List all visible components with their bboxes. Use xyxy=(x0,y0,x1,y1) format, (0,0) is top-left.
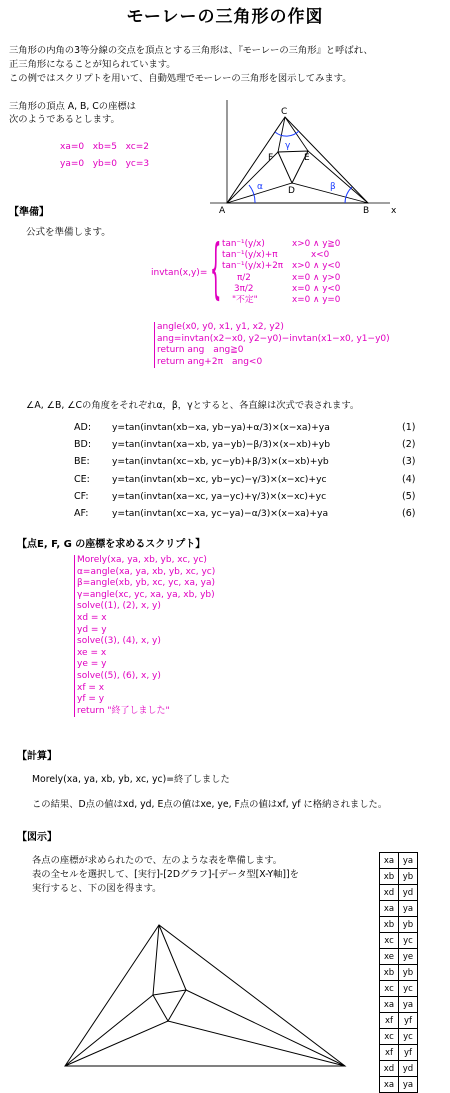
script-line: Morely(xa, ya, xb, yb, xc, yc) xyxy=(77,555,207,565)
script-line: solve((3), (4), x, y) xyxy=(77,636,161,647)
label-x: x xyxy=(391,206,397,216)
equation-label: BE: xyxy=(74,456,90,468)
invtan-case-expr: tan⁻¹(y/x)+π xyxy=(222,250,278,261)
calc-result: Morely(xa, ya, xb, yb, xc, yc)=終了しました xyxy=(32,774,230,785)
draw-text xyxy=(32,854,299,896)
intro-line: 三角形の内角の3等分線の交点を頂点とする三角形は、『モーレーの三角形』と呼ばれ、 xyxy=(9,45,373,56)
invtan-case-expr: tan⁻¹(y/x) xyxy=(222,239,265,249)
equation-text: y=tan(invtan(xc−xa, yc−ya)−α/3)×(x−xa)+ya xyxy=(112,508,329,520)
table-cell-x: xc xyxy=(380,933,399,949)
alpha-arc xyxy=(249,185,255,203)
equation-row xyxy=(74,436,415,453)
script-line: yd = y xyxy=(77,624,107,635)
plot-morley-lines xyxy=(65,925,345,1066)
script-line: γ=angle(xc, yc, xa, ya, xb, yb) xyxy=(77,589,215,600)
equation-number: (6) xyxy=(402,508,416,520)
label-d: D xyxy=(288,186,295,196)
equation-label: AF: xyxy=(74,508,89,520)
table-cell-y: ya xyxy=(399,1077,418,1093)
table-cell-x: xc xyxy=(380,1029,399,1045)
equation-row xyxy=(74,471,415,488)
table-cell-y: ya xyxy=(399,901,418,917)
coord-ya: ya=0 xyxy=(60,159,85,169)
invtan-case-cond: x<0 xyxy=(311,250,330,261)
table-cell-y: yc xyxy=(399,981,418,997)
table-row xyxy=(380,853,418,869)
table-row xyxy=(380,1077,418,1093)
script-line: β=angle(xb, yb, xc, yc, xa, ya) xyxy=(77,578,216,589)
table-cell-y: yb xyxy=(399,917,418,933)
table-row xyxy=(380,1013,418,1029)
angles-text: ∠A, ∠B, ∠Cの角度をそれぞれα，β，γとすると、各直線は次式で表されます。 xyxy=(26,400,360,411)
table-cell-x: xc xyxy=(380,981,399,997)
coordinate-table xyxy=(379,852,418,1093)
table-row xyxy=(380,997,418,1013)
table-row xyxy=(380,1061,418,1077)
invtan-case-cond: x>0 ∧ y<0 xyxy=(292,261,341,272)
invtan-case-expr: "不定" xyxy=(232,295,258,306)
table-cell-x: xa xyxy=(380,1077,399,1093)
table-row xyxy=(380,933,418,949)
draw-text-line: 表の全セルを選択して、[実行]-[2Dグラフ]-[データ型[X-Y軸]]を xyxy=(32,869,299,880)
invtan-case-cond: x=0 ∧ y>0 xyxy=(292,272,341,283)
table-cell-x: xd xyxy=(380,885,399,901)
label-b: B xyxy=(363,206,370,216)
equation-row xyxy=(74,453,415,470)
label-f: F xyxy=(268,153,274,163)
coord-yb: yb=0 xyxy=(92,159,118,169)
label-alpha: α xyxy=(257,182,263,192)
table-cell-y: yb xyxy=(399,965,418,981)
table-cell-x: xd xyxy=(380,1061,399,1077)
table-row xyxy=(380,901,418,917)
coords-text xyxy=(9,100,136,126)
table-cell-x: xa xyxy=(380,853,399,869)
label-c: C xyxy=(281,107,288,117)
section-prep: 【準備】 xyxy=(9,207,49,218)
table-row xyxy=(380,949,418,965)
page-title: モーレーの三角形の作図 xyxy=(126,7,324,27)
equation-number: (5) xyxy=(402,490,416,502)
invtan-case-cond: x=0 ∧ y<0 xyxy=(292,283,341,294)
plot-morley-triangle xyxy=(153,990,186,1021)
prep-text: 公式を準備します。 xyxy=(26,227,111,238)
section-draw: 【図示】 xyxy=(17,832,57,843)
equation-number: (4) xyxy=(402,473,416,485)
table-row xyxy=(380,1045,418,1061)
invtan-cases xyxy=(222,239,283,306)
coords-values-line1 xyxy=(60,142,149,152)
equation-label: BD: xyxy=(74,439,92,451)
angle-func-line: return ang ang≧0 xyxy=(157,345,244,356)
invtan-case-cond: x>0 ∧ y≧0 xyxy=(292,239,341,249)
table-cell-y: yf xyxy=(399,1045,418,1061)
invtan-conds xyxy=(292,239,340,306)
table-cell-y: ya xyxy=(399,853,418,869)
intro-line: この例ではスクリプトを用いて、自動処理でモーレーの三角形を図示してみます。 xyxy=(9,73,352,84)
script-line: xe = x xyxy=(77,647,107,658)
invtan-lhs: invtan(x,y)= xyxy=(151,268,208,278)
label-e: E xyxy=(304,153,310,163)
plot-triangle-abc xyxy=(65,925,345,1066)
table-cell-x: xb xyxy=(380,917,399,933)
calc-text: この結果、D点の値はxd, yd, E点の値はxe, ye, F点の値はxf, yf に格納されました。 xyxy=(32,799,388,810)
equation-text: y=tan(invtan(xa−xc, ya−yc)+γ/3)×(x−xc)+yc xyxy=(112,490,327,502)
equation-text: y=tan(invtan(xa−xb, ya−yb)−β/3)×(x−xb)+yb xyxy=(112,439,331,451)
coord-yc: yc=3 xyxy=(125,159,150,169)
equation-text: y=tan(invtan(xc−xb, yc−yb)+β/3)×(x−xb)+yb xyxy=(112,456,329,468)
equation-label: CE: xyxy=(74,473,90,485)
table-row xyxy=(380,981,418,997)
label-a: A xyxy=(219,206,226,216)
coord-xc: xc=2 xyxy=(125,142,149,152)
script-line: ye = y xyxy=(77,659,107,670)
equation-text: y=tan(invtan(xb−xa, yb−ya)+α/3)×(x−xa)+ya xyxy=(112,422,330,433)
table-row xyxy=(380,965,418,981)
intro-line: 正三角形になることが知られています。 xyxy=(9,59,176,70)
label-beta: β xyxy=(330,182,336,192)
table-cell-x: xe xyxy=(380,949,399,965)
invtan-case-expr: tan⁻¹(y/x)+2π xyxy=(222,261,284,272)
angle-function xyxy=(154,322,390,368)
intro-text xyxy=(9,44,373,86)
coords-text-line: 次のようであるとします。 xyxy=(9,114,120,125)
script-line: solve((1), (2), x, y) xyxy=(77,601,161,612)
morley-plot xyxy=(62,920,347,1070)
beta-arc xyxy=(345,187,352,203)
equation-number: (2) xyxy=(402,439,416,451)
script-line: xf = x xyxy=(77,682,105,693)
coord-xb: xb=5 xyxy=(92,142,118,152)
table-row xyxy=(380,917,418,933)
script-line: xd = x xyxy=(77,612,107,623)
invtan-case-expr: π/2 xyxy=(237,272,251,283)
table-cell-x: xf xyxy=(380,1045,399,1061)
script-line: solve((5), (6), x, y) xyxy=(77,670,161,681)
invtan-case-cond: x=0 ∧ y=0 xyxy=(292,295,341,306)
table-cell-y: yf xyxy=(399,1013,418,1029)
draw-text-line: 実行すると、下の図を得ます。 xyxy=(32,883,162,894)
table-cell-x: xf xyxy=(380,1013,399,1029)
section-calc: 【計算】 xyxy=(17,751,57,762)
label-gamma: γ xyxy=(285,141,291,151)
script-line: yf = y xyxy=(77,694,105,705)
triangle-figure xyxy=(205,100,415,216)
table-row xyxy=(380,869,418,885)
table-cell-x: xb xyxy=(380,965,399,981)
table-cell-y: ye xyxy=(399,949,418,965)
invtan-case-expr: 3π/2 xyxy=(234,283,254,294)
equation-row xyxy=(74,419,415,436)
angle-func-line: ang=invtan(x2−x0, y2−y0)−invtan(x1−x0, y1−y0) xyxy=(157,333,390,344)
angle-func-line: angle(x0, y0, x1, y1, x2, y2) xyxy=(157,322,284,332)
equation-label: CF: xyxy=(74,490,89,502)
equation-row xyxy=(74,505,415,522)
table-cell-x: xa xyxy=(380,997,399,1013)
script-line: return "終了しました" xyxy=(77,705,170,716)
morely-script xyxy=(74,555,215,717)
table-cell-y: yd xyxy=(399,885,418,901)
coords-text-line: 三角形の頂点 A, B, Cの座標は xyxy=(9,101,136,112)
coord-xa: xa=0 xyxy=(60,142,85,152)
table-cell-y: yd xyxy=(399,1061,418,1077)
equation-number: (1) xyxy=(402,422,416,433)
section-script: 【点E, F, G の座標を求めるスクリプト】 xyxy=(17,539,206,550)
equation-text: y=tan(invtan(xb−xc, yb−yc)−γ/3)×(x−xc)+yc xyxy=(112,473,327,485)
table-row xyxy=(380,885,418,901)
table-cell-y: yc xyxy=(399,933,418,949)
table-cell-y: yb xyxy=(399,869,418,885)
table-cell-y: yc xyxy=(399,1029,418,1045)
line-equations xyxy=(74,419,415,522)
table-cell-y: ya xyxy=(399,997,418,1013)
draw-text-line: 各点の座標が求められたので、左のような表を準備します。 xyxy=(32,855,283,866)
table-cell-x: xa xyxy=(380,901,399,917)
equation-row xyxy=(74,488,415,505)
triangle-abc xyxy=(227,117,368,203)
angle-func-line: return ang+2π ang<0 xyxy=(157,356,263,367)
equation-number: (3) xyxy=(402,456,416,468)
equation-label: AD: xyxy=(74,422,92,433)
table-row xyxy=(380,1029,418,1045)
table-cell-x: xb xyxy=(380,869,399,885)
coords-values-line2 xyxy=(60,159,149,169)
script-line: α=angle(xa, ya, xb, yb, xc, yc) xyxy=(77,566,216,577)
invtan-brace: { xyxy=(210,232,222,309)
